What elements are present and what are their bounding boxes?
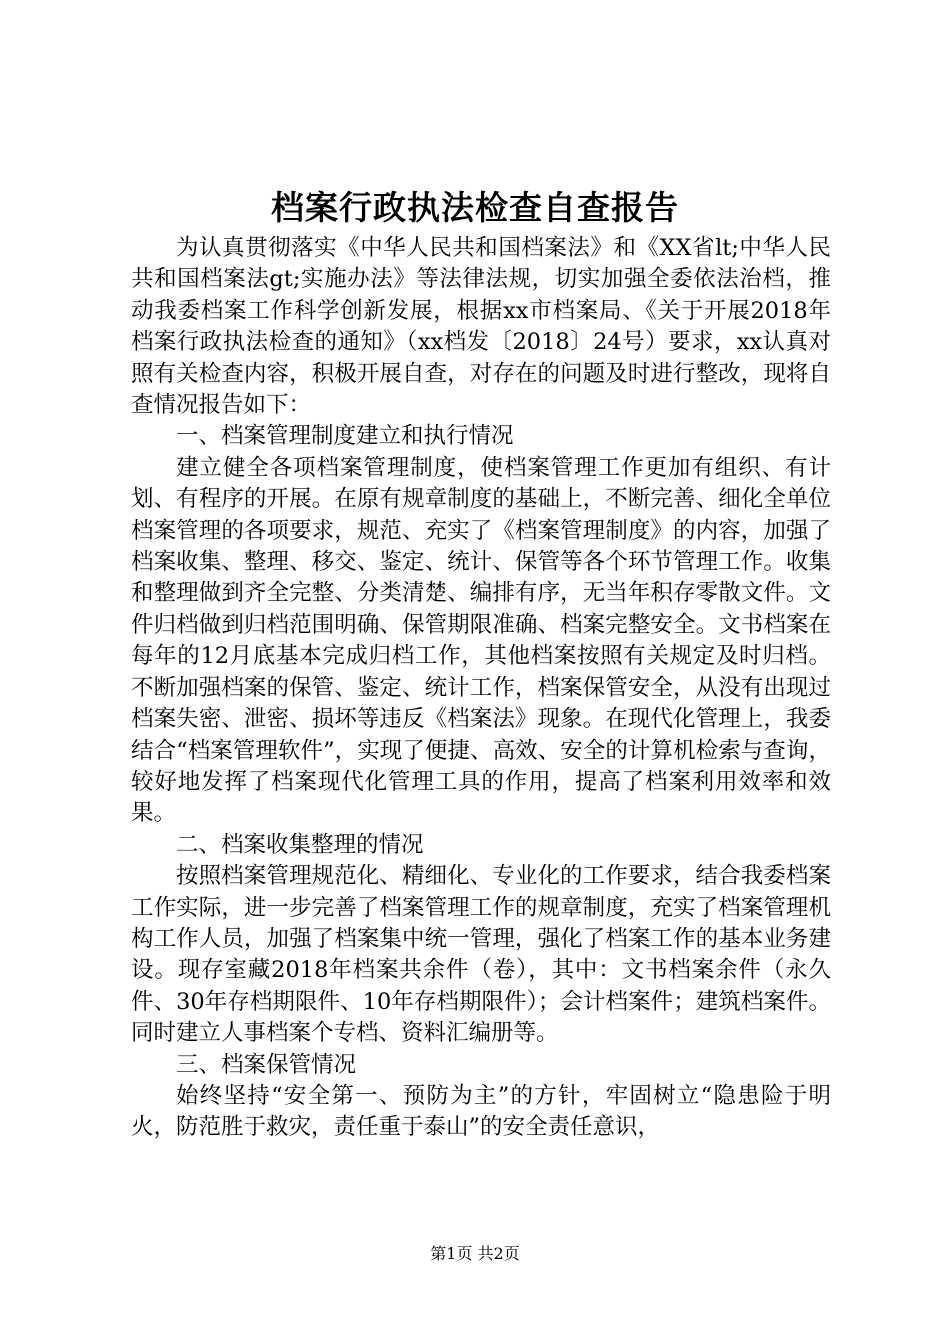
- section-paragraph-3: 始终坚持“安全第一、预防为主”的方针，牢固树立“隐患险于明火，防范胜于救灾，责任重于泰山”的安全责任意识，: [131, 1082, 831, 1141]
- document-title: 档案行政执法检查自查报告: [271, 188, 679, 227]
- page-number-footer: 第1页 共2页: [430, 1244, 520, 1263]
- document-body: [131, 233, 831, 1144]
- section-paragraph-1: 建立健全各项档案管理制度，使档案管理工作更加有组织、有计划、有程序的开展。在原有规章制度的基础上，不断完善、细化全单位档案管理的各项要求，规范、充实了《档案管理制度》的内容，加强了档案收集、整理、移交、鉴定、统计、保管等各个环节管理工作。收集和整理做到齐全完整、分类清楚、编排有序，无当年积存零散文件。文件归档做到归档范围明确、保管期限准确、档案完整安全。文书档案在每年的12月底基本完成归档工作，其他档案按照有关规定及时归档。不断加强档案的保管、鉴定、统计工作，档案保管安全，从没有出现过档案失密、泄密、损坏等违反《档案法》现象。在现代化管理上，我委结合“档案管理软件”，实现了便捷、高效、安全的计算机检索与查询，较好地发挥了档案现代化管理工具的作用，提高了档案利用效率和效果。: [131, 454, 831, 827]
- section-heading-1: 一、档案管理制度建立和执行情况: [176, 423, 514, 450]
- section-heading-2: 二、档案收集整理的情况: [176, 831, 424, 858]
- section-heading-3: 三、档案保管情况: [176, 1051, 357, 1078]
- section-paragraph-2: 按照档案管理规范化、精细化、专业化的工作要求，结合我委档案工作实际，进一步完善了档案管理工作的规章制度，充实了档案管理机构工作人员，加强了档案集中统一管理，强化了档案工作的基本业务建设。现存室藏2018年档案共余件（卷），其中：文书档案余件（永久件、30年存档期限件、10年存档期限件）；会计档案件；建筑档案件。同时建立人事档案个专档、资料汇编册等。: [131, 863, 831, 1047]
- intro-paragraph: 为认真贯彻落实《中华人民共和国档案法》和《XX省lt;中华人民共和国档案法gt;实施办法》等法律法规，切实加强全委依法治档，推动我委档案工作科学创新发展，根据xx市档案局、《关于开展2018年档案行政执法检查的通知》（xx档发〔2018〕24号）要求，xx认真对照有关检查内容，积极开展自查，对存在的问题及时进行整改，现将自查情况报告如下：: [131, 235, 831, 419]
